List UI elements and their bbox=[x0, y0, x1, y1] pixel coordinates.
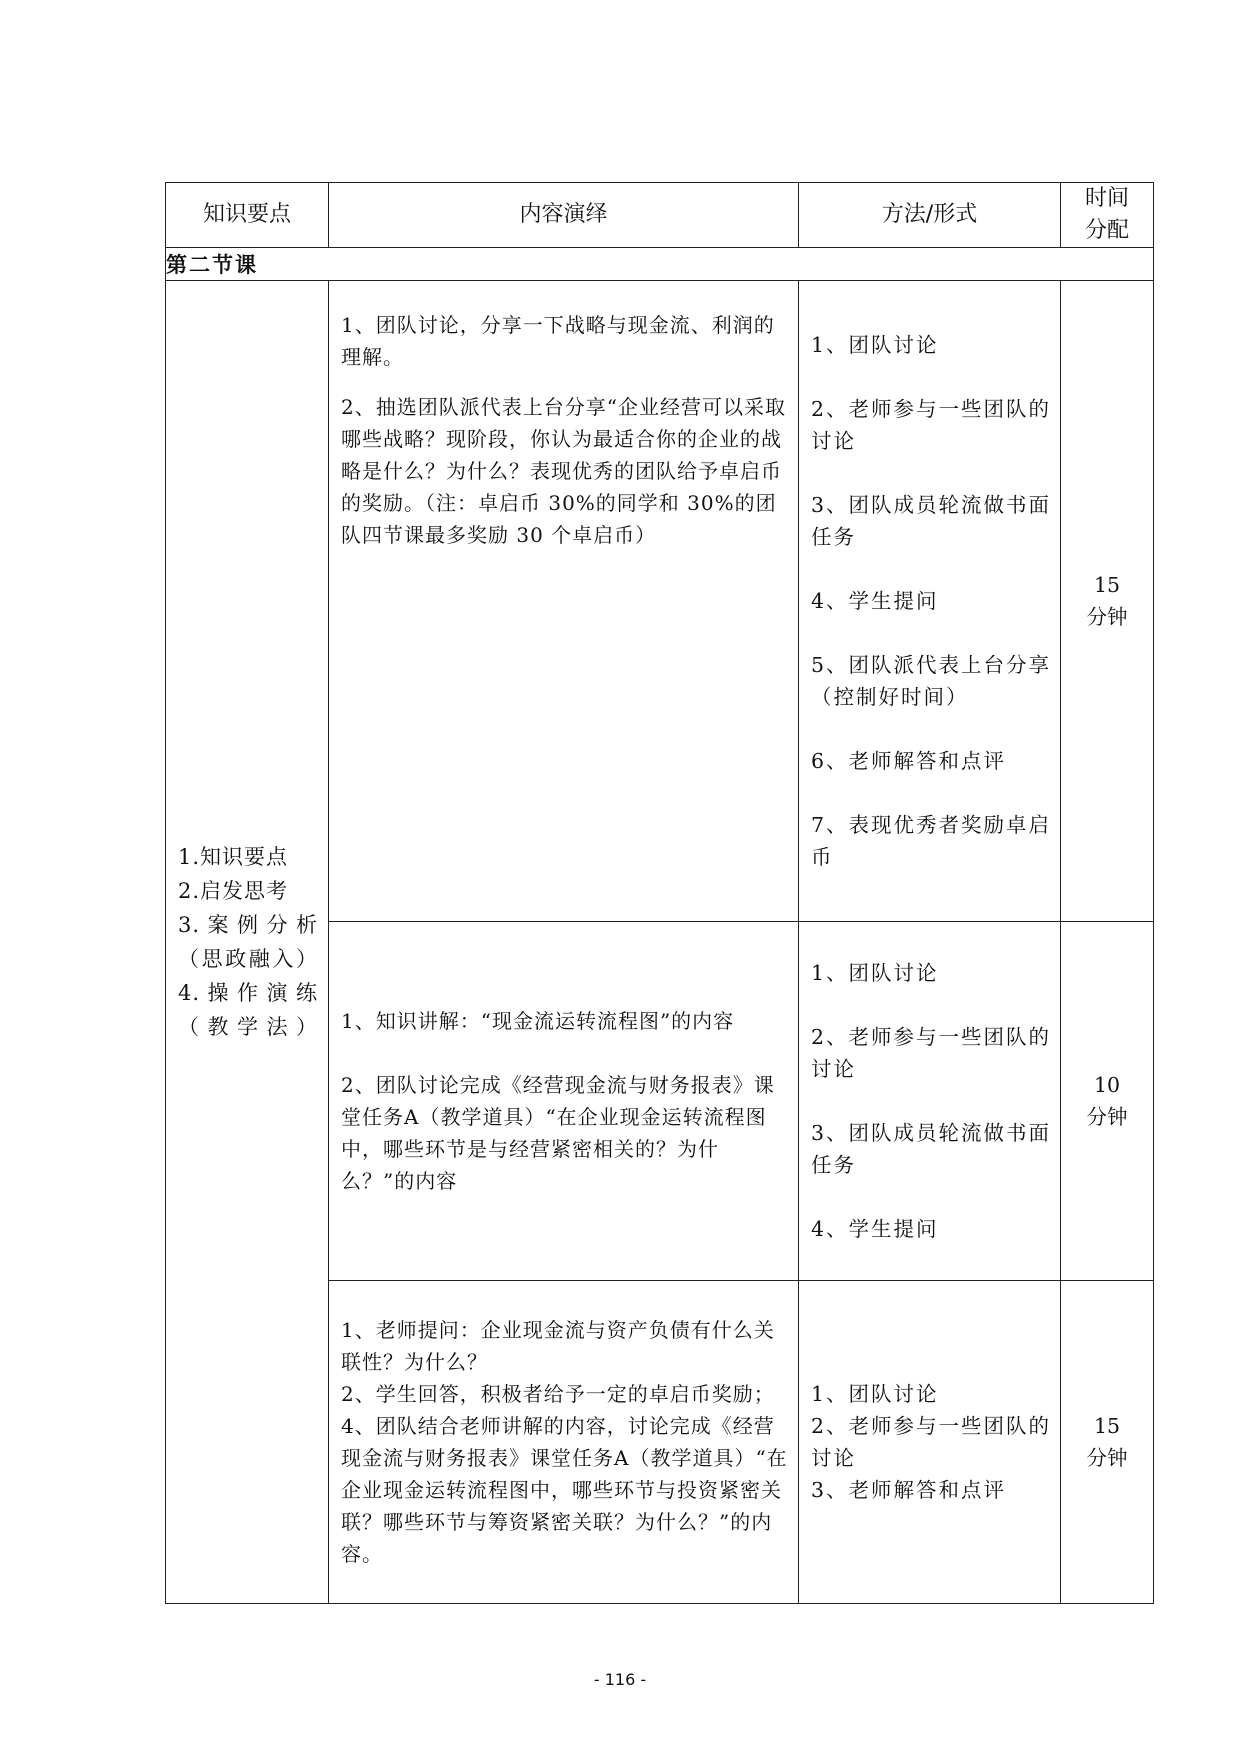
content-cell bbox=[329, 1281, 799, 1604]
method-item: 2、老师参与一些团队的讨论 bbox=[811, 1414, 1052, 1470]
time-unit: 分钟 bbox=[1086, 1105, 1128, 1129]
method-cell bbox=[799, 1281, 1061, 1604]
content-paragraph: 2、学生回答，积极者给予一定的卓启币奖励； bbox=[341, 1382, 775, 1406]
knowledge-point: 4.操作演练 bbox=[178, 981, 318, 1005]
knowledge-points-cell bbox=[166, 281, 329, 1604]
header-knowledge: 知识要点 bbox=[166, 183, 329, 248]
time-unit: 分钟 bbox=[1086, 605, 1128, 629]
time-value: 15 bbox=[1093, 573, 1121, 597]
method-item: 3、团队成员轮流做书面任务 bbox=[811, 1121, 1052, 1177]
method-item: 1、团队讨论 bbox=[811, 961, 939, 985]
content-cell bbox=[329, 922, 799, 1281]
time-cell bbox=[1061, 281, 1154, 922]
method-item: 5、团队派代表上台分享（控制好时间） bbox=[811, 653, 1052, 709]
content-paragraph: 1、团队讨论，分享一下战略与现金流、利润的理解。 bbox=[341, 313, 775, 369]
content-paragraph: 1、老师提问：企业现金流与资产负债有什么关联性？为什么？ bbox=[341, 1318, 775, 1374]
method-cell bbox=[799, 922, 1061, 1281]
time-cell bbox=[1061, 1281, 1154, 1604]
content-paragraph: 2、抽选团队派代表上台分享“企业经营可以采取哪些战略？现阶段，你认为最适合你的企业的战略是什么？为什么？表现优秀的团队给予卓启币的奖励。（注：卓启币 30%的同学和 30%的团队四节课最多奖励 30 个卓启币） bbox=[341, 395, 786, 547]
header-time-line1: 时间 bbox=[1084, 186, 1129, 211]
method-item: 1、团队讨论 bbox=[811, 333, 939, 357]
method-cell bbox=[799, 281, 1061, 922]
header-time bbox=[1061, 183, 1154, 248]
knowledge-point: （思政融入） bbox=[178, 947, 318, 971]
time-cell bbox=[1061, 922, 1154, 1281]
table-row bbox=[166, 281, 1154, 922]
knowledge-point: （教学法） bbox=[178, 1015, 318, 1039]
method-item: 4、学生提问 bbox=[811, 1217, 939, 1241]
method-item: 2、老师参与一些团队的讨论 bbox=[811, 1025, 1052, 1081]
content-paragraph: 4、团队结合老师讲解的内容，讨论完成《经营现金流与财务报表》课堂任务A（教学道具）“在企业现金运转流程图中，哪些环节与投资紧密关联？哪些环节与筹资紧密关联？为什么？”的内容。 bbox=[341, 1414, 788, 1566]
content-paragraph: 2、团队讨论完成《经营现金流与财务报表》课堂任务A（教学道具）“在企业现金运转流程图中，哪些环节是与经营紧密相关的？为什么？”的内容 bbox=[341, 1073, 775, 1193]
method-item: 4、学生提问 bbox=[811, 589, 939, 613]
knowledge-point: 1.知识要点 bbox=[178, 845, 289, 869]
method-item: 1、团队讨论 bbox=[811, 1382, 939, 1406]
header-content: 内容演绎 bbox=[329, 183, 799, 248]
section-row bbox=[166, 248, 1154, 281]
method-item: 2、老师参与一些团队的讨论 bbox=[811, 397, 1052, 453]
method-item: 7、表现优秀者奖励卓启币 bbox=[811, 813, 1052, 869]
time-unit: 分钟 bbox=[1086, 1446, 1128, 1470]
section-title: 第二节课 bbox=[166, 248, 1154, 281]
knowledge-point: 2.启发思考 bbox=[178, 879, 289, 903]
page-number: - 116 - bbox=[593, 1670, 647, 1689]
lesson-plan-table bbox=[165, 182, 1154, 1604]
content-paragraph: 1、知识讲解：“现金流运转流程图”的内容 bbox=[341, 1009, 735, 1033]
header-method: 方法/形式 bbox=[799, 183, 1061, 248]
knowledge-point: 3.案例分析 bbox=[178, 913, 318, 937]
content-cell bbox=[329, 281, 799, 922]
header-row bbox=[166, 183, 1154, 248]
method-item: 3、老师解答和点评 bbox=[811, 1478, 1007, 1502]
header-time-line2: 分配 bbox=[1084, 218, 1129, 243]
method-item: 3、团队成员轮流做书面任务 bbox=[811, 493, 1052, 549]
time-value: 15 bbox=[1093, 1414, 1121, 1438]
method-item: 6、老师解答和点评 bbox=[811, 749, 1007, 773]
time-value: 10 bbox=[1093, 1073, 1121, 1097]
